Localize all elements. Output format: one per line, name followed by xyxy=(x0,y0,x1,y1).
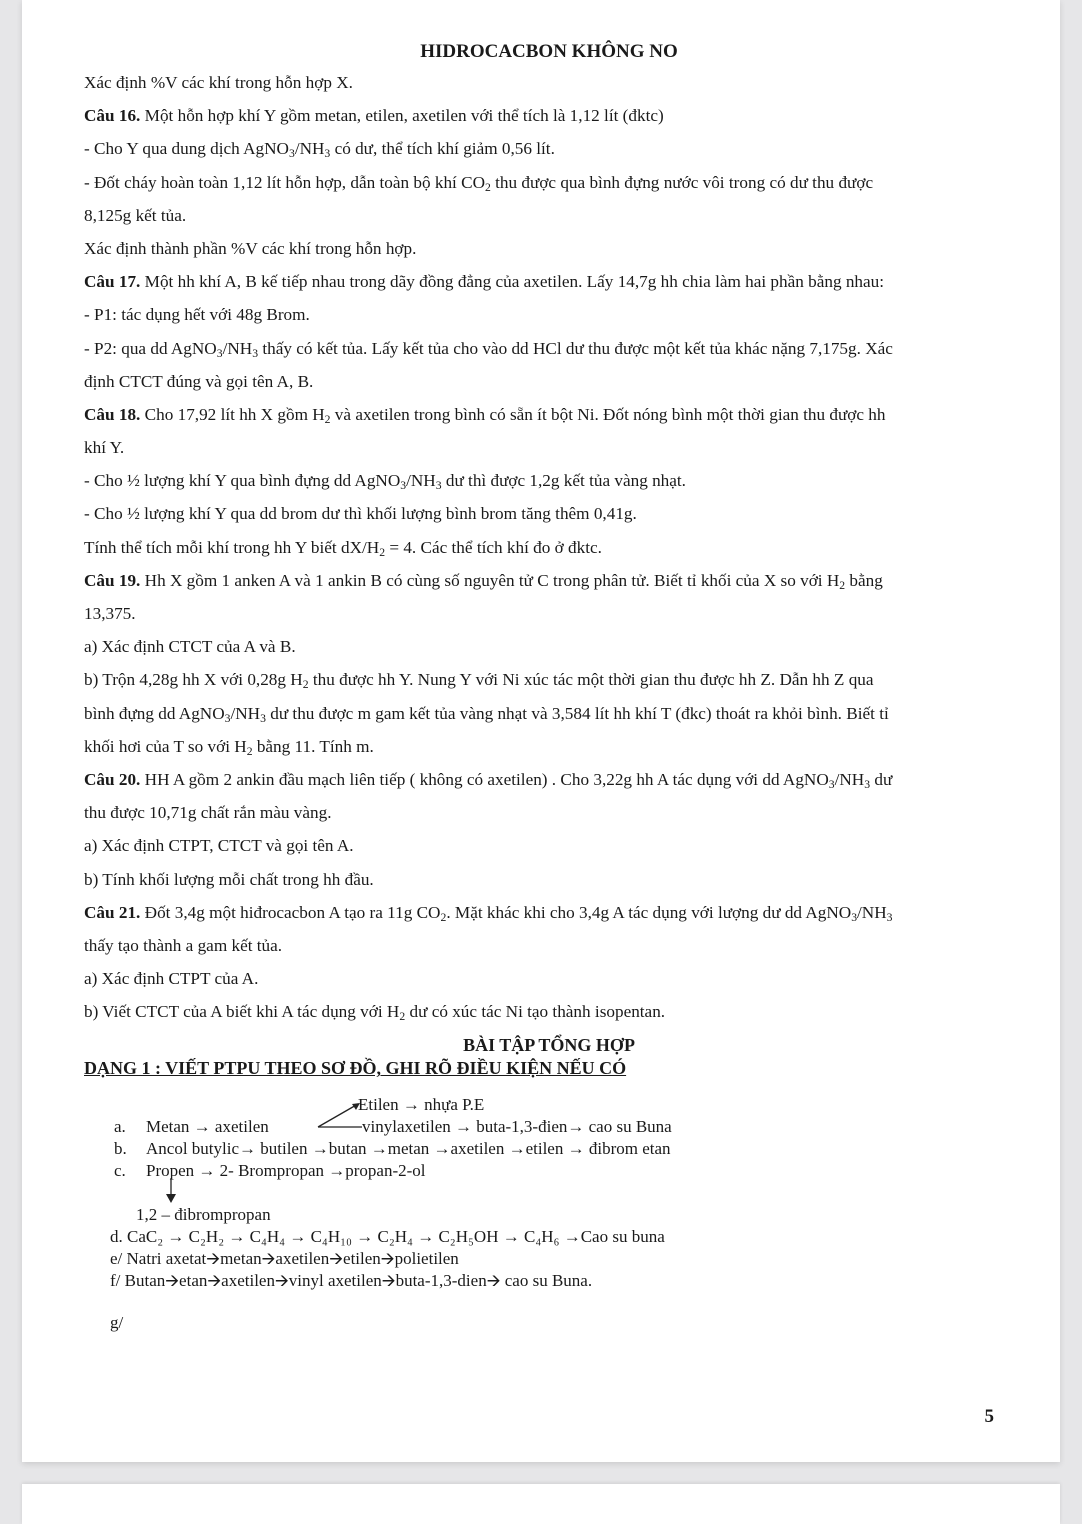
question-17: Câu 17. Một hh khí A, B kế tiếp nhau trong dãy đồng đẳng của axetilen. Lấy 14,7g hh chia làm hai phần bằng nhau: xyxy=(84,272,885,292)
scheme-c: Propen → 2- Brompropan →propan-2-ol xyxy=(146,1161,426,1181)
question-label: Câu 19. xyxy=(84,570,141,590)
text-line: - Cho Y qua dung dịch $AgNO_3/NH_3$ có dư, thể tích khí giảm 0,56 lít. xyxy=(84,139,555,161)
scheme-b-label: b. xyxy=(114,1139,127,1159)
text-line: - Cho ½ lượng khí Y qua bình đựng dd $AgNO_3/NH_3$ dư thì được 1,2g kết tủa vàng nhạt. xyxy=(84,471,686,493)
scheme-d: d. CaC₂ → C₂H₂ → C₄H₄ → C₄H₁₀ → C₂H₄ → C₂H₅OH → C₄H₆ →Cao su buna xyxy=(110,1227,665,1247)
text-line: 8,125g kết tủa. xyxy=(84,205,187,225)
text-line: - Cho ½ lượng khí Y qua dd brom dư thì khối lượng bình brom tăng thêm 0,41g. xyxy=(84,504,637,524)
text-line: - Đốt cháy hoàn toàn 1,12 lít hỗn hợp, dẫn toàn bộ khí $CO_2$ thu được qua bình đựng nước vôi trong có dư thu được xyxy=(84,172,874,194)
question-21: Câu 21. Đốt 3,4g một hiđrocacbon A tạo ra 11g $CO_2$. Mặt khác khi cho 3,4g A tác dụng với lượng dư dd $AgNO_3/NH_3$ xyxy=(84,902,893,924)
question-16: Câu 16. Một hỗn hợp khí Y gồm metan, etilen, axetilen với thể tích là 1,12 lít (đktc) xyxy=(84,106,664,126)
text-line: thu được 10,71g chất rắn màu vàng. xyxy=(84,803,332,823)
section-title: BÀI TẬP TỔNG HỢP xyxy=(463,1035,635,1056)
text-line: b) Tính khối lượng mỗi chất trong hh đầu. xyxy=(84,869,374,889)
text-line: a) Xác định CTPT của A. xyxy=(84,969,259,989)
text-line: - P2: qua dd $AgNO_3/NH_3$ thấy có kết tủa. Lấy kết tủa cho vào dd HCl dư thu được một kết tủa khác nặng 7,175g. Xác xyxy=(84,338,893,360)
text-line: định CTCT đúng và gọi tên A, B. xyxy=(84,371,314,391)
page-number: 5 xyxy=(984,1406,994,1427)
text-line: khối hơi của T so với $H_2$ bằng 11. Tính m. xyxy=(84,736,374,758)
document-page xyxy=(22,0,1060,1462)
scheme-b: Ancol butylic→ butilen →butan →metan →axetilen →etilen → đibrom etan xyxy=(146,1139,671,1159)
scheme-c-label: c. xyxy=(114,1161,126,1181)
text-line: b) Trộn 4,28g hh X với 0,28g $H_2$ thu được hh Y. Nung Y với Ni xúc tác một thời gian thu được hh Z. Dẫn hh Z qua xyxy=(84,670,874,692)
page-content xyxy=(84,38,1014,1333)
scheme-a-label: a. xyxy=(114,1117,126,1137)
text-line: a) Xác định CTPT, CTCT và gọi tên A. xyxy=(84,836,354,856)
page-title: HIDROCACBON KHÔNG NO xyxy=(420,41,678,62)
question-19: Câu 19. Hh X gồm 1 anken A và 1 ankin B có cùng số nguyên tử C trong phân tử. Biết tỉ khối của X so với $H_2$ bằng xyxy=(84,570,883,592)
scheme-g: g/ xyxy=(110,1313,124,1333)
text-line: Tính thể tích mỗi khí trong hh Y biết $dX/H_2 = 4$. Các thể tích khí đo ở đktc. xyxy=(84,537,602,559)
question-label: Câu 16. xyxy=(84,106,141,126)
scheme-a: Metan → axetilen xyxy=(146,1117,269,1137)
text-line: - P1: tác dụng hết với 48g Brom. xyxy=(84,305,310,325)
text-line: thấy tạo thành a gam kết tủa. xyxy=(84,935,283,955)
text-line: 13,375. xyxy=(84,604,136,623)
text-line: khí Y. xyxy=(84,438,125,458)
question-label: Câu 18. xyxy=(84,404,141,424)
scheme-e: e/ Natri axetat🡪metan🡪axetilen🡪etilen🡪polietilen xyxy=(110,1249,459,1269)
text-line: Xác định thành phần %V các khí trong hỗn hợp. xyxy=(84,238,417,258)
scheme-top-branch: Etilen → nhựa P.E xyxy=(358,1095,485,1115)
text-line: Xác định %V các khí trong hỗn hợp X. xyxy=(84,73,353,92)
branch-arrows-icon xyxy=(316,1096,366,1130)
scheme-f: f/ Butan🡪etan🡪axetilen🡪vinyl axetilen🡪buta-1,3-dien🡪 cao su Buna. xyxy=(110,1271,593,1291)
section-subtitle: DẠNG 1 : VIẾT PTPU THEO SƠ ĐỒ, GHI RÕ ĐIỀU KIỆN NẾU CÓ xyxy=(84,1058,627,1079)
question-18: Câu 18. Cho 17,92 lít hh X gồm $H_2$ và axetilen trong bình có sẵn ít bột Ni. Đốt nóng bình một thời gian thu được hh xyxy=(84,404,886,426)
question-label: Câu 17. xyxy=(84,272,141,292)
question-20: Câu 20. HH A gồm 2 ankin đầu mạch liên tiếp ( không có axetilen) . Cho 3,22g hh A tác dụng với dd $AgNO_3/NH_3$ dư xyxy=(84,769,893,791)
question-label: Câu 20. xyxy=(84,769,141,789)
scheme-a-branch: vinylaxetilen → buta-1,3-đien→ cao su Buna xyxy=(362,1117,672,1137)
question-label: Câu 21. xyxy=(84,902,141,922)
scheme-c-branch: 1,2 – đibrompropan xyxy=(136,1205,271,1225)
text-line: b) Viết CTCT của A biết khi A tác dụng với $H_2$ dư có xúc tác Ni tạo thành isopentan. xyxy=(84,1002,666,1024)
reaction-schemes xyxy=(84,1095,1014,1333)
next-page-edge xyxy=(22,1484,1060,1524)
down-arrow-icon xyxy=(164,1176,178,1204)
text-line: bình đựng dd $AgNO_3/NH_3$ dư thu được m gam kết tủa vàng nhạt và 3,584 lít hh khí T (đkc) thoát ra khỏi bình. Biết tỉ xyxy=(84,703,889,725)
text-line: a) Xác định CTCT của A và B. xyxy=(84,637,296,657)
